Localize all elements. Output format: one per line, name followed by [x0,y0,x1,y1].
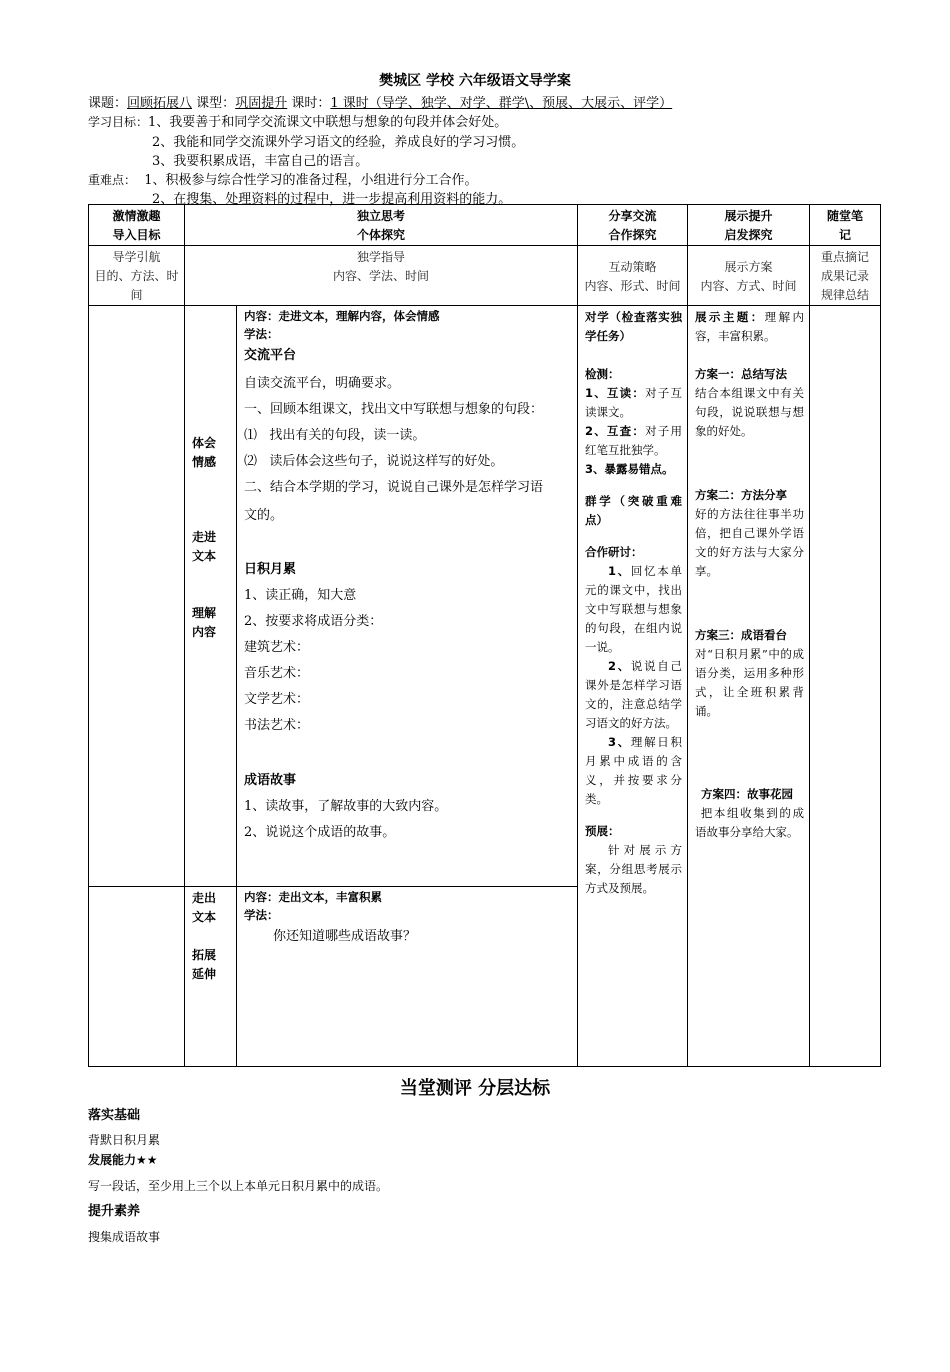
key-point-2: 2、在搜集、处理资料的过程中，进一步提高利用资料的能力。 [152,192,512,207]
plan-2-text: 好的方法往往事半功倍，把自己课外学语文的好方法与大家分享。 [695,507,804,578]
study-plan-table [88,204,881,1067]
method-line: 学法： [244,327,279,341]
story-2: 2、说说这个成语的故事。 [244,825,396,840]
subheader-col-4: 展示方案 内容、方式、时间 [688,246,810,306]
side-label: 内容 [192,625,217,639]
pair-study-title: 对学（检查落实独学任务） [585,310,682,343]
extension-question: 你还知道哪些成语故事？ [273,929,417,944]
side-label: 走进 [192,530,217,544]
content-row-1 [89,306,881,887]
task-1b: ⑵ 读后体会这些句子，说说这样写的好处。 [244,454,504,469]
group-study-title: 群学（突破重难点） [585,494,682,527]
guide-cell-2 [89,887,185,1067]
type-value: 巩固提升 [235,96,288,111]
side-label: 文本 [192,910,217,924]
guide-cell-1 [89,306,185,887]
goals-label: 学习目标： [88,115,149,129]
period-label: 课时： [291,96,331,111]
method-line: 学法： [244,908,279,922]
daily-1: 1、读正确，知大意 [244,588,357,603]
subheader-col-3: 互动策略 内容、形式、时间 [578,246,688,306]
story-1: 1、读故事，了解故事的大致内容。 [244,799,448,814]
header-col-3: 分享交流 合作探究 [578,205,688,246]
platform-title: 交流平台 [244,348,297,363]
key-line-1 [88,169,478,188]
course-value: 回顾拓展八 [127,96,193,111]
plan-2-title: 方案二：方法分享 [695,488,787,502]
category-music: 音乐艺术： [244,666,310,681]
side-label: 理解 [192,606,217,620]
header-col-1: 激情激趣 导入目标 [89,205,185,246]
section-literacy-text: 搜集成语故事 [88,1230,161,1244]
header-col-5: 随堂笔 记 [810,205,881,246]
plan-3-title: 方案三：成语看台 [695,628,787,642]
category-calligraphy: 书法艺术： [244,718,310,733]
section-literacy-title: 提升素养 [88,1204,141,1219]
goal-2: 2、我能和同学交流课外学习语文的经验，养成良好的学习习惯。 [152,135,525,150]
task-2-line-2: 文的。 [244,508,284,523]
goal-3: 3、我要积累成语，丰富自己的语言。 [152,154,369,169]
individual-study-cell-2 [237,887,578,1067]
side-label: 情感 [192,455,217,469]
content-line: 内容：走出文本，丰富积累 [244,890,382,904]
coop-label: 合作研讨： [585,545,643,559]
plan-3-text: 对“日积月累”中的成语分类，运用多种形式，让全班积累背诵。 [695,647,804,718]
story-title: 成语故事 [244,773,297,788]
course-label: 课题： [88,96,128,111]
section-ability-text: 写一段话，至少用上三个以上本单元日积月累中的成语。 [88,1179,389,1193]
content-line: 内容：走进文本，理解内容，体会情感 [244,309,440,323]
subheader-col-5: 重点摘记 成果记录 规律总结 [810,246,881,306]
subheader-col-2: 独学指导 内容、学法、时间 [185,246,578,306]
preview-text: 针对展示方案，分组思考展示方式及预展。 [585,843,682,895]
plan-4-text: 把本组收集到的成语故事分享给大家。 [695,806,804,839]
check-1: 1、互读：对子互读课文。 [585,386,682,419]
side-label: 延伸 [192,967,217,981]
side-label: 体会 [192,436,217,450]
type-label: 课型： [196,96,236,111]
plan-1-title: 方案一：总结写法 [695,367,787,381]
platform-intro: 自读交流平台，明确要求。 [244,376,401,391]
category-literature: 文学艺术： [244,692,310,707]
table-header-row [89,205,881,246]
check-2: 2、互查：对子用红笔互批独学。 [585,424,682,457]
header-col-4: 展示提升 启发探究 [688,205,810,246]
side-label: 走出 [192,891,217,905]
header-col-2: 独立思考 个体探究 [185,205,578,246]
daily-2: 2、按要求将成语分类： [244,614,383,629]
section-basics-text: 背默日积月累 [88,1133,161,1147]
goal-1: 1、我要善于和同学交流课文中联想与想象的句段并体会好处。 [148,115,508,130]
preview-label: 预展： [585,824,620,838]
page-title: 樊城区 学校 六年级语文导学案 [379,73,571,89]
show-cell [688,306,810,1067]
category-architecture: 建筑艺术： [244,640,310,655]
side-label-cell-2 [185,887,237,1067]
check-3: 3、暴露易错点。 [585,462,674,476]
notes-cell [810,306,881,1067]
individual-study-cell-1 [237,306,578,887]
daily-title: 日积月累 [244,562,297,577]
key-label: 重难点： [88,173,137,187]
task-2-line-1: 二、结合本学期的学习，说说自己课外是怎样学习语 [244,480,544,495]
section-basics-title: 落实基础 [88,1108,141,1123]
side-label: 文本 [192,549,217,563]
course-info-line [88,92,672,111]
show-theme: 展示主题：理解内容，丰富积累。 [695,310,805,343]
task-1: 一、回顾本组课文，找出文中写联想与想象的句段： [244,402,544,417]
check-label: 检测： [585,367,620,381]
task-1a: ⑴ 找出有关的句段，读一读。 [244,428,426,443]
share-cell [578,306,688,1067]
coop-2: 2、说说自己课外是怎样学习语文的，注意总结学习语文的好方法。 [585,659,682,730]
coop-1: 1、回忆本单元的课文中，找出文中写联想与想象的句段，在组内说一说。 [585,564,682,654]
section-ability-title: 发展能力★★ [88,1153,158,1167]
table-subheader-row [89,246,881,306]
plan-1-text: 结合本组课文中有关句段，说说联想与想象的好处。 [695,386,804,438]
period-value: 1 课时（导学、独学、对学、群学\、预展、大展示、评学） [330,96,673,111]
side-label: 拓展 [192,948,217,962]
subheader-col-1: 导学引航 目的、方法、时 间 [89,246,185,306]
key-point-1: 1、积极参与综合性学习的准备过程，小组进行分工合作。 [144,173,478,188]
goal-line-1 [88,111,507,130]
plan-4-title: 方案四：故事花园 [701,787,793,801]
side-label-cell-1 [185,306,237,887]
coop-3: 3、理解日积月累中成语的含义，并按要求分类。 [585,735,682,806]
assessment-title: 当堂测评 分层达标 [399,1078,551,1099]
